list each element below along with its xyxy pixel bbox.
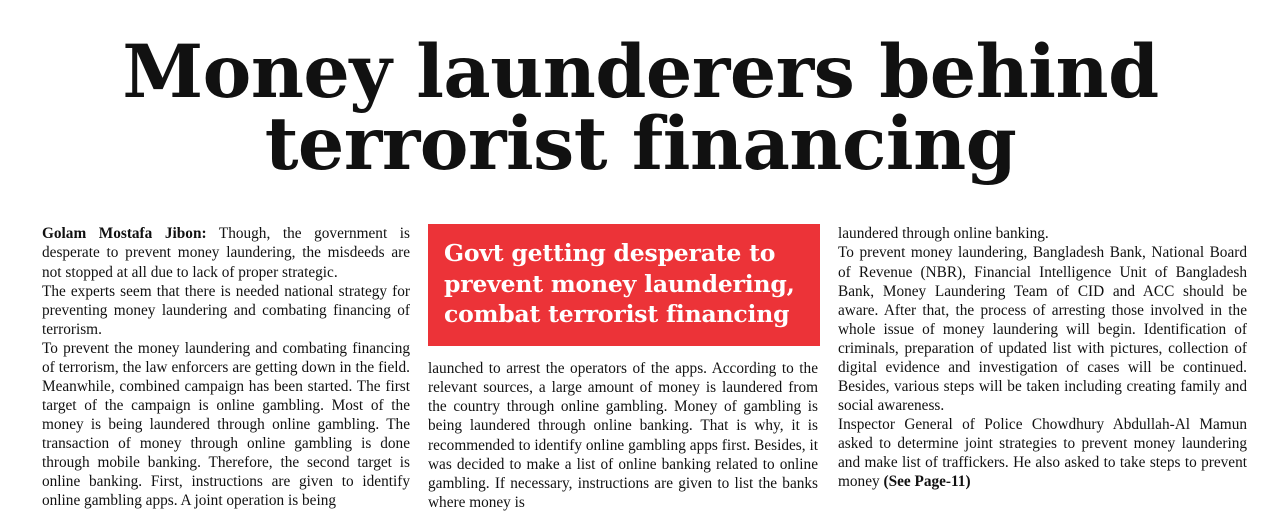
article-paragraph — [838, 415, 1247, 491]
highlight-line-3: combat terrorist financing — [444, 300, 790, 329]
highlight-line-2: prevent money laundering, — [444, 269, 795, 298]
article-paragraph-text: Inspector General of Police Chowdhury Abdullah-Al Mamun asked to determine joint strategies to prevent money laundering and make list of traffickers. He also asked to take steps to prevent money — [838, 415, 1247, 490]
article-column-3 — [838, 224, 1247, 517]
article-columns — [42, 224, 1247, 517]
article-paragraph: To prevent money laundering, Bangladesh Bank, National Board of Revenue (NBR), Financial Intelligence Unit of Bangladesh Bank, Money Laundering Team of CID and ACC should be aware. After that, the process of arresting those involved in the whole issue of money laundering will begin. Identification of criminals, preparation of updated list with pictures, collection of digital evidence and investigation of cases will be continued. Besides, various steps will be taken including creating family and social awareness. — [838, 244, 1247, 414]
article-column-2 — [428, 224, 838, 517]
article-paragraph: laundered through online banking. — [838, 225, 1049, 243]
article-paragraph — [42, 224, 410, 281]
highlight-line-1: Govt getting desperate to — [444, 239, 776, 268]
newspaper-article-page — [0, 21, 1281, 525]
article-column-1 — [42, 224, 428, 517]
headline-line-1: Money launderers behind — [122, 29, 1159, 116]
headline-line-2: terrorist financing — [264, 100, 1017, 187]
article-body — [42, 224, 1247, 517]
article-paragraph: launched to arrest the operators of the apps. According to the relevant sources, a large amount of money is laundered from the country through online gambling. Money of gambling is being laundered through online banking. That is why, it is recommended to identify online gambling apps first. Besides, it was decided to make a list of online banking related to online gambling. If necessary, instructions are given to list the banks where money is — [428, 360, 818, 511]
continuation-note: (See Page-11) — [883, 472, 971, 490]
byline: Golam Mostafa Jibon: — [42, 225, 207, 243]
article-paragraph-text: Though, the government is desperate to prevent money laundering, the misdeeds are not stopped at all due to lack of proper strategic. — [42, 225, 410, 281]
highlight-callout-box — [428, 224, 820, 346]
article-paragraph: To prevent the money laundering and combating financing of terrorism, the law enforcers are getting down in the field. Meanwhile, combined campaign has been started. The first target of the campaign is online gambling. Most of the money is being laundered through online gambling. The transaction of money through online gambling is done through mobile banking. Therefore, the second target is online banking. First, instructions are given to identify online gambling apps. A joint operation is being — [42, 339, 410, 509]
article-paragraph: The experts seem that there is needed national strategy for preventing money laundering and combating financing of terrorism. — [42, 282, 410, 338]
page-title — [0, 21, 1281, 187]
